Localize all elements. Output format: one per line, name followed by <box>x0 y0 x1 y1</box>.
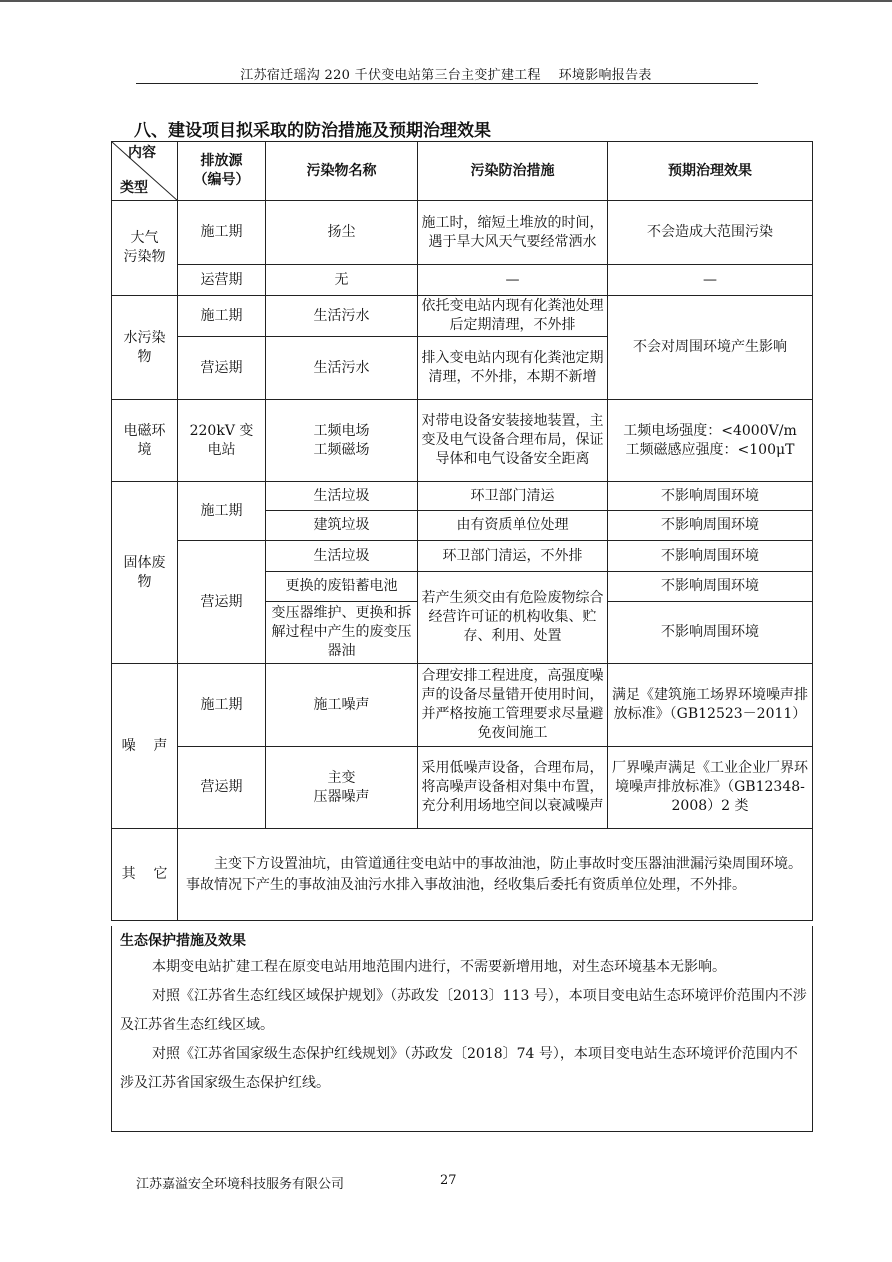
category-other: 其 它 <box>112 829 178 921</box>
pollutant-cell: 建筑垃圾 <box>266 511 418 541</box>
table-row <box>112 664 813 747</box>
category-noise: 噪 声 <box>112 664 178 829</box>
effect-cell: — <box>608 265 813 296</box>
page-number: 27 <box>440 1173 457 1188</box>
source-cell: 营运期 <box>178 747 266 829</box>
pollutant-cell: 工频电场 工频磁场 <box>266 400 418 482</box>
effect-cell: 工频电场强度：<4000V/m 工频磁感应强度：<100μT <box>608 400 813 482</box>
table-row <box>112 296 813 337</box>
source-cell: 营运期 <box>178 541 266 664</box>
eco-section-title: 生态保护措施及效果 <box>120 933 246 949</box>
diagonal-header-cell <box>112 142 178 201</box>
effect-cell: 不会造成大范围污染 <box>608 201 813 265</box>
source-cell: 220kV 变 电站 <box>178 400 266 482</box>
section-title: 八、建设项目拟采取的防治措施及预期治理效果 <box>134 121 491 141</box>
eco-paragraph: 对照《江苏省国家级生态保护红线规划》（苏政发〔2018〕74 号），本项目变电站生态环境评价范围内不涉及江苏省国家级生态保护红线。 <box>120 1046 798 1091</box>
pollutant-cell: 生活垃圾 <box>266 541 418 572</box>
measure-cell: 若产生须交由有危险废物综合经营许可证的机构收集、贮存、利用、处置 <box>418 572 608 664</box>
measure-cell: 排入变电站内现有化粪池定期清理，不外排，本期不新增 <box>418 337 608 400</box>
header-rule <box>136 83 758 84</box>
diag-label-type: 类型 <box>120 180 148 196</box>
pollutant-cell: 生活垃圾 <box>266 482 418 511</box>
measure-cell: 依托变电站内现有化粪池处理后定期清理，不外排 <box>418 296 608 337</box>
top-border <box>0 0 892 2</box>
pollutant-cell: 生活污水 <box>266 296 418 337</box>
page-header: 江苏宿迁瑶沟 220 千伏变电站第三台主变扩建工程 环境影响报告表 <box>240 68 652 83</box>
table-row <box>112 400 813 482</box>
source-cell: 施工期 <box>178 201 266 265</box>
pollutant-cell: 变压器维护、更换和拆解过程中产生的废变压器油 <box>266 602 418 664</box>
other-measures-text: 主变下方设置油坑，由管道通往变电站中的事故油池，防止事故时变压器油泄漏污染周围环境。事故情况下产生的事故油及油污水排入事故油池，经收集后委托有资质单位处理，不外排。 <box>178 829 813 921</box>
effect-cell: 不影响周围环境 <box>608 541 813 572</box>
footer-company: 江苏嘉溢安全环境科技服务有限公司 <box>136 1177 345 1192</box>
pollutant-cell: 主变 压器噪声 <box>266 747 418 829</box>
measure-cell: 合理安排工程进度，高强度噪声的设备尽量错开使用时间，并严格按施工管理要求尽量避免夜间施工 <box>418 664 608 747</box>
category-em: 电磁环 境 <box>112 400 178 482</box>
effect-cell: 不会对周围环境产生影响 <box>608 296 813 400</box>
pollutant-cell: 无 <box>266 265 418 296</box>
table-row <box>112 541 813 572</box>
source-cell: 运营期 <box>178 265 266 296</box>
source-cell: 施工期 <box>178 664 266 747</box>
category-air: 大气 污染物 <box>112 201 178 296</box>
source-cell: 施工期 <box>178 482 266 541</box>
effect-cell: 不影响周围环境 <box>608 482 813 511</box>
measure-cell: 由有资质单位处理 <box>418 511 608 541</box>
measure-cell: — <box>418 265 608 296</box>
effect-cell: 满足《建筑施工场界环境噪声排放标准》（GB12523－2011） <box>608 664 813 747</box>
measures-table <box>111 141 813 921</box>
measure-cell: 对带电设备安装接地装置，主变及电气设备合理布局，保证导体和电气设备安全距离 <box>418 400 608 482</box>
category-water: 水污染 物 <box>112 296 178 400</box>
measure-cell: 采用低噪声设备，合理布局，将高噪声设备相对集中布置，充分利用场地空间以衰减噪声 <box>418 747 608 829</box>
measure-cell: 环卫部门清运，不外排 <box>418 541 608 572</box>
col-pollutant-header: 污染物名称 <box>266 142 418 201</box>
table-row <box>112 829 813 921</box>
pollutant-cell: 施工噪声 <box>266 664 418 747</box>
measure-cell: 环卫部门清运 <box>418 482 608 511</box>
eco-paragraph: 对照《江苏省生态红线区域保护规划》（苏政发〔2013〕113 号），本项目变电站生态环境评价范围内不涉及江苏省生态红线区域。 <box>120 988 807 1033</box>
pollutant-cell: 更换的废铅蓄电池 <box>266 572 418 602</box>
effect-cell: 不影响周围环境 <box>608 572 813 602</box>
col-effect-header: 预期治理效果 <box>608 142 813 201</box>
diag-label-content: 内容 <box>128 145 156 161</box>
col-source-header: 排放源 （编号） <box>178 142 266 201</box>
table-row <box>112 747 813 829</box>
table-row <box>112 482 813 511</box>
eco-paragraph: 本期变电站扩建工程在原变电站用地范围内进行，不需要新增用地，对生态环境基本无影响。 <box>152 959 726 975</box>
col-measure-header: 污染防治措施 <box>418 142 608 201</box>
table-row <box>112 201 813 265</box>
table-header-row <box>112 142 813 201</box>
effect-cell: 不影响周围环境 <box>608 602 813 664</box>
effect-cell: 厂界噪声满足《工业企业厂界环境噪声排放标准》（GB12348-2008）2 类 <box>608 747 813 829</box>
pollutant-cell: 生活污水 <box>266 337 418 400</box>
ecological-protection-section <box>111 926 813 1132</box>
effect-cell: 不影响周围环境 <box>608 511 813 541</box>
measure-cell: 施工时，缩短土堆放的时间，遇于旱大风天气要经常洒水 <box>418 201 608 265</box>
source-cell: 施工期 <box>178 296 266 337</box>
table-row <box>112 265 813 296</box>
category-solid: 固体废 物 <box>112 482 178 664</box>
source-cell: 营运期 <box>178 337 266 400</box>
pollutant-cell: 扬尘 <box>266 201 418 265</box>
